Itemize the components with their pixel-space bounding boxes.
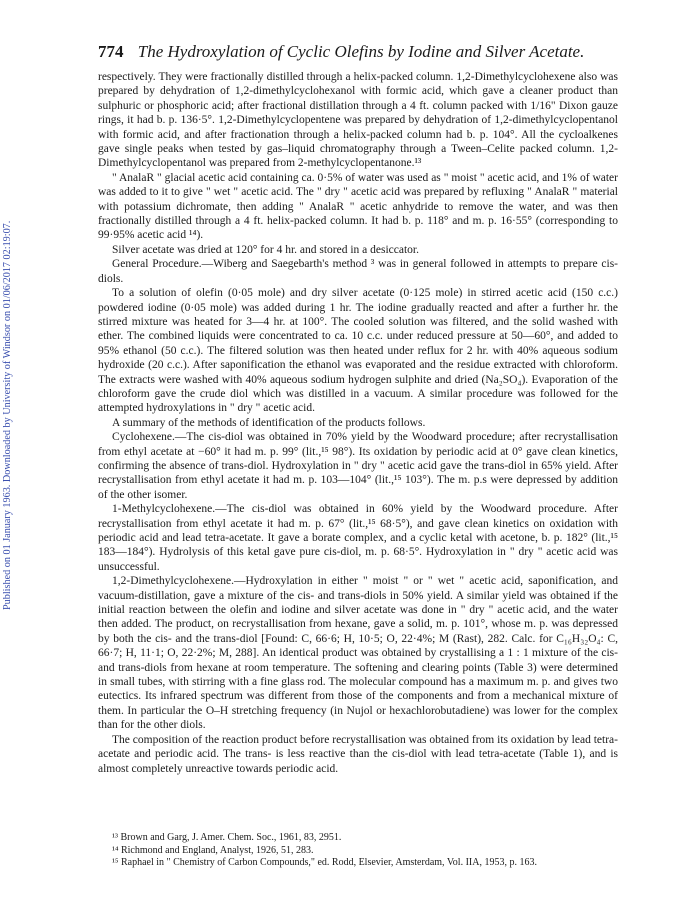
footnotes bbox=[98, 832, 618, 870]
article-body bbox=[98, 70, 618, 776]
paragraph-identification-summary: A summary of the methods of identification of the products follows. bbox=[112, 416, 426, 429]
footnote-15: ¹⁵ Raphael in " Chemistry of Carbon Compounds," ed. Rodd, Elsevier, Amsterdam, Vol. IIA, 1953, p. 163. bbox=[112, 857, 537, 869]
footnote-14: ¹⁴ Richmond and England, Analyst, 1926, 51, 283. bbox=[112, 844, 314, 856]
page-header bbox=[98, 42, 618, 62]
side-notice-text[interactable]: Published on 01 January 1963. Downloaded by University of Windsor on 01/06/2017 02:19:07. bbox=[2, 220, 13, 610]
running-title: The Hydroxylation of Cyclic Olefins by Iodine and Silver Acetate. bbox=[137, 42, 585, 61]
paragraph-cyclohexene: Cyclohexene.—The cis-diol was obtained in 70% yield by the Woodward procedure; after recrystallisation from ethyl acetate at −60° it had m. p. 99° (lit.,¹⁵ 98°). Its oxidation by periodic acid at 0° gave clean kinetics, confirming the absence of trans-diol. Hydroxylation in " dry " acetic acid gave the trans-diol in 65% yield. After recrystallisation from ethyl acetate it had m. p. 103—104° (lit.,¹⁵ 103°). The m. p.s were depressed by addition of the other isomer. bbox=[98, 431, 618, 501]
paragraph-acetic-acid: " AnalaR " glacial acetic acid containing ca. 0·5% of water was used as " moist " acetic acid, and 1% of water was added to it to give " wet " acetic acid. The " dry " acetic acid was prepared by refluxing " AnalaR " material with potassium dichromate, then adding " AnalaR " acetic anhydride to remove the water, and was then fractionally distilled through a 4 ft. helix-packed column. It had b. p. 118° and m. p. 16·55° (corresponding to 99·95% acetic acid ¹⁴). bbox=[98, 171, 618, 242]
side-publication-notice bbox=[2, 150, 14, 610]
paragraph-dimethylcyclohexene: 1,2-Dimethylcyclohexene.—Hydroxylation in either " moist " or " wet " acetic acid, saponification, and vacuum-distillation, gave a mixture of the cis- and trans-diols in 50% yield. A similar yield was obtained if the initial reaction between the olefin and iodine and silver acetate was done in " dry " acetic acid, and the water then added. The product, on recrystallisation from hexane, gave a solid, m. p. 101°, whose m. p. was depressed by both the cis- and the trans-diol [Found: C, 66·6; H, 10·5; O, 22·4%; M (Rast), 282. Calc. for C₁₆H₃₂O₄: C, 66·7; H, 11·1; O, 22·2%; M, 288]. An identical product was obtained by crystallising a 1 : 1 mixture of the cis- and trans-diols from hexane at room temperature. The softening and clearing points (Table 3) were determined in small tubes, with stirring with a fine glass rod. The molecular compound has a maximum m. p. and gives two eutectics. Its infrared spectrum was different from those of the components and from a mechanical mixture of them. In particular the O–H stretching frequency (in Nujol or hexachlorobutadiene) was lower for the complex than for the other diols. bbox=[98, 575, 618, 732]
paragraph-silver-acetate: Silver acetate was dried at 120° for 4 hr. and stored in a desiccator. bbox=[112, 243, 420, 256]
paragraph-methylcyclohexene: 1-Methylcyclohexene.—The cis-diol was obtained in 60% yield by the Woodward procedure. After recrystallisation from ethyl acetate it had m. p. 67° (lit.,¹⁵ 68·5°), and gave clean kinetics on oxidation with periodic acid and lead tetra-acetate. It gave a borate complex, and a cyclic ketal with acetone, b. p. 182° (lit.,¹⁵ 183—184°). Hydrolysis of this ketal gave pure cis-diol, m. p. 68·5°. Hydroxylation in " dry " acetic acid was unsuccessful. bbox=[98, 503, 618, 573]
paragraph-continuation: respectively. They were fractionally distilled through a helix-packed column. 1,2-Dimethylcyclohexene also was prepared by dehydration of 1,2-dimethylcyclohexanol with formic acid, which gave a cleaner product than sulphuric or phosphoric acid; after fractional distillation through a 4 ft. column packed with 1/16" Dixon gauze rings, it had b. p. 136·5°. 1,2-Dimethylcyclopentene was prepared by dehydration of 1,2-dimethylcyclopentanol with formic acid, and after fractionation through a helix-packed column had b. p. 104°. All the cycloalkenes gave single peaks when tested by gas–liquid chromatography through a Tween–Celite packed column. 1,2-Dimethylcyclopentanol was prepared from 2-methylcyclopentanone.¹³ bbox=[98, 71, 618, 170]
footnote-13: ¹³ Brown and Garg, J. Amer. Chem. Soc., 1961, 83, 2951. bbox=[112, 832, 342, 843]
page-number: 774 bbox=[98, 42, 124, 61]
paragraph-composition: The composition of the reaction product before recrystallisation was obtained from its oxidation by lead tetra-acetate and periodic acid. The trans- is less reactive than the cis-diol with lead tetra-acetate (Table 1), and is almost completely unreactive towards periodic acid. bbox=[98, 733, 618, 775]
paragraph-general-procedure: General Procedure.—Wiberg and Saegebarth's method ³ was in general followed in attempts to prepare cis-diols. bbox=[98, 258, 618, 285]
paragraph-procedure-details: To a solution of olefin (0·05 mole) and dry silver acetate (0·125 mole) in stirred acetic acid (150 c.c.) powdered iodine (0·05 mole) was added during 1 hr. The iodine gradually reacted and after a further hr. the stirred mixture was heated for 3—4 hr. at 100°. The cooled solution was filtered, and the solid washed with ether. The combined liquids were concentrated to ca. 10 c.c. under reduced pressure at 50—60°, and added to 95% ethanol (50 c.c.). The filtered solution was then heated under reflux for 2 hr. with 40% aqueous sodium hydroxide (20 c.c.). After saponification the ethanol was evaporated and the residue extracted with chloroform. The extracts were washed with 40% aqueous sodium hydrogen sulphite and dried (Na₂SO₄). Evaporation of the chloroform gave the crude diol which was distilled in a vacuum. A similar procedure was followed for the attempted hydroxylations in " dry " acetic acid. bbox=[98, 287, 618, 415]
